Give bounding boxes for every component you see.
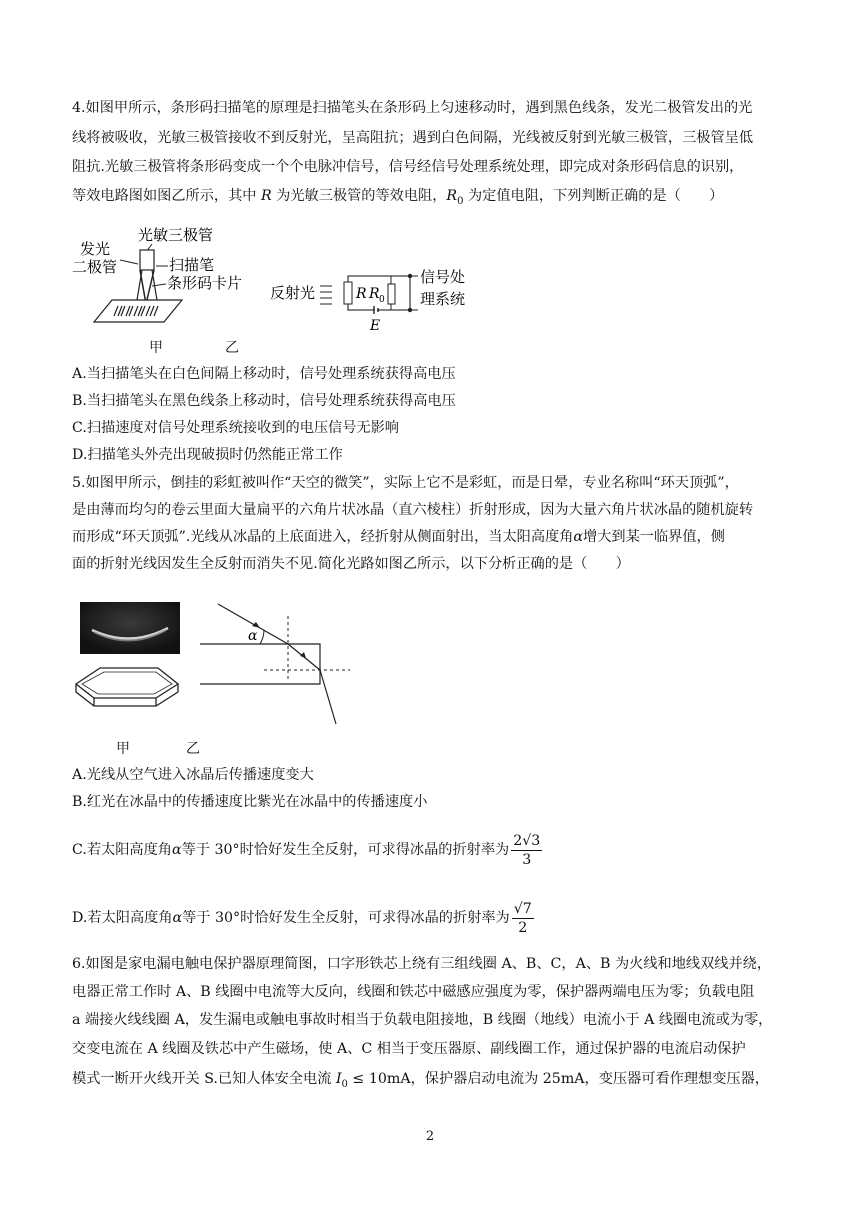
barcode-card-icon xyxy=(94,300,182,322)
alpha-label: α xyxy=(248,628,258,644)
q4-caption-yi: 乙 xyxy=(225,340,239,356)
q4-caption-jia: 甲 xyxy=(149,340,163,356)
q5-stem-line-1: 5.如图甲所示，倒挂的彩虹被叫作“天空的微笑”，实际上它不是彩虹，而是日晕，专业名称叫“环天顶弧”， xyxy=(72,475,739,491)
q5-hexagonal-crystal xyxy=(72,664,182,712)
q5-option-d: D.若太阳高度角α等于 30°时恰好发生全反射，可求得冰晶的折射率为 $\frac{√7}{2}$ xyxy=(72,900,532,936)
e-label: E xyxy=(370,318,381,334)
q6-stem-line-2: 电器正常工作时 A、B 线圈中电流等大反向，线圈和铁芯中磁感应强度为零，保护器两端电压为零；负载电阻 xyxy=(72,984,755,1000)
q4-stem-line-1: 4.如图甲所示，条形码扫描笔的原理是扫描笔头在条形码上匀速移动时，遇到黑色线条，发光二极管发出的光 xyxy=(72,100,753,116)
q4-option-a: A.当扫描笔头在白色间隔上移动时，信号处理系统获得高电压 xyxy=(72,366,456,382)
signal-system-label-1: 信号处 xyxy=(420,268,466,286)
r0-label: R xyxy=(369,286,380,302)
reflected-light-label: 反射光 xyxy=(270,284,316,302)
q5-halo-photo xyxy=(80,602,180,654)
scan-pen-icon xyxy=(140,250,154,270)
barcode-card-label: 条形码卡片 xyxy=(167,274,243,292)
q4-option-d: D.扫描笔头外壳出现破损时仍然能正常工作 xyxy=(72,447,343,463)
q5-option-b: B.红光在冰晶中的传播速度比紫光在冰晶中的传播速度小 xyxy=(72,794,428,810)
q6-stem-line-4: 交变电流在 A 线圈及铁芯中产生磁场，使 A、C 相当于变压器原、副线圈工作，通过保护器的电流启动保护 xyxy=(72,1041,746,1057)
q5-option-a: A.光线从空气进入冰晶后传播速度变大 xyxy=(72,767,314,783)
q4-stem-line-3: 阻抗.光敏三极管将条形码变成一个个电脉冲信号，信号经信号处理系统处理，即完成对条形码信息的识别， xyxy=(72,159,744,175)
resistor-r-icon xyxy=(344,282,352,304)
q4-option-c: C.扫描速度对信号处理系统接收到的电压信号无影响 xyxy=(72,420,399,436)
signal-system-label-2: 理系统 xyxy=(420,290,466,308)
q5-stem-line-2: 是由薄而均匀的卷云里面大量扁平的六角片状冰晶（直六棱柱）折射形成，因为大量六角片状冰晶的随机旋转 xyxy=(72,502,754,518)
led-label-line2: 二极管 xyxy=(72,258,118,276)
q5-caption-jia: 甲 xyxy=(116,741,130,757)
q5-stem-line-4: 面的折射光线因发生全反射而消失不见.简化光路如图乙所示，以下分析正确的是（ ） xyxy=(72,556,630,572)
photo-transistor-label: 光敏三极管 xyxy=(138,226,214,244)
q4-figure-scanner xyxy=(72,222,262,330)
r0-subscript: 0 xyxy=(379,295,385,305)
q4-stem-line-2: 线将被吸收，光敏三极管接收不到反射光，呈高阻抗；遇到白色间隔，光线被反射到光敏三极管，三极管呈低 xyxy=(72,130,754,146)
q5-caption-yi: 乙 xyxy=(186,741,200,757)
q6-stem-line-1: 6.如图是家电漏电触电保护器原理简图，口字形铁芯上绕有三组线圈 A、B、C，A、B 为火线和地线双线并绕， xyxy=(72,956,772,972)
fraction-c: $\frac{2√3}{3}$ xyxy=(513,832,541,868)
fraction-d: $\frac{√7}{2}$ xyxy=(513,900,532,936)
page-number: 2 xyxy=(425,1129,435,1144)
r-label: R xyxy=(356,286,367,302)
q5-stem-line-3: 而形成“环天顶弧”.光线从冰晶的上底面进入，经折射从侧面射出，当太阳高度角α增大到某一临界值，侧 xyxy=(72,529,725,545)
q6-stem-line-5: 模式一断开火线开关 S.已知人体安全电流 $I_0 \le 10mA$，保护器启动电流为 25mA，变压器可看作理想变压器， xyxy=(72,1071,769,1090)
q4-stem-line-4: 等效电路图如图乙所示，其中 R 为光敏三极管的等效电阻，$R_0$ 为定值电阻，下列判断正确的是（ ） xyxy=(72,188,724,207)
q6-stem-line-3: a 端接火线线圈 A，发生漏电或触电事故时相当于负载电阻接地，B 线圈（地线）电流小于 A 线圈电流或为零， xyxy=(72,1012,773,1028)
q4-option-b: B.当扫描笔头在黑色线条上移动时，信号处理系统获得高电压 xyxy=(72,393,456,409)
resistor-r0-icon xyxy=(388,284,395,304)
q5-light-path-figure xyxy=(200,598,360,728)
q4-figure-circuit xyxy=(270,262,480,334)
q5-option-c: C.若太阳高度角α等于 30°时恰好发生全反射，可求得冰晶的折射率为 $\frac{2√3}{3}$ xyxy=(72,832,541,868)
led-label-line1: 发光 xyxy=(80,240,111,258)
scan-pen-label: 扫描笔 xyxy=(169,256,215,274)
